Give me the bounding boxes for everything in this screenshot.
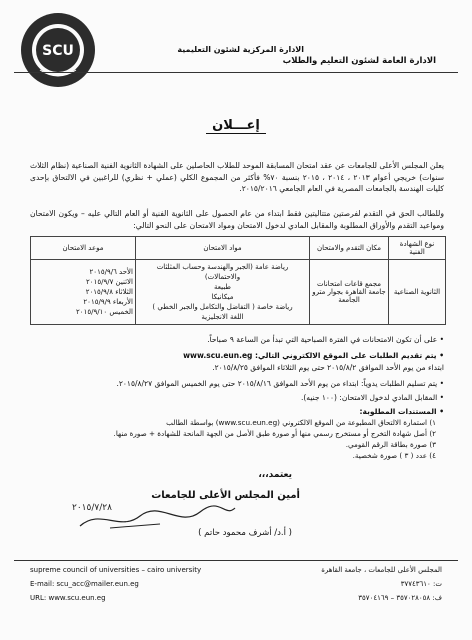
bullet-exam-time: • على أن تكون الامتحانات في الفترة الصباحية التي تبدأ من الساعة ٩ صباحاً. (207, 335, 444, 344)
svg-text:SCU: SCU (42, 43, 74, 59)
signatory-title: أمين المجلس الأعلى للجامعات (151, 490, 300, 501)
bullet-documents: • المستندات المطلوبة: (359, 407, 444, 416)
exam-table (30, 236, 446, 325)
date-item: الأحد ٢٠١٥/٩/٦ (89, 268, 133, 276)
intro-paragraph: يعلن المجلس الأعلى للجامعات عن عقد امتحان المسابقة الموحد للطلاب الحاصلين على الشهادة الثانوية الفنية الصناعية (نظام الثلاث سنوات) خريجي أعوام ٢٠١٣ ، ٢٠١٤ ، ٢٠١٥ بنسبة ٧٠% فأكثر من المجموع الكلي (عملي + نظري) للراغبين في الالتحاق بإحدى كليات الهندسة بالجامعات المصرية في العام الجامعي ٢٠١٥/٢٠١٦. (30, 161, 445, 193)
header-org-line2: الادارة العامة لشئون التعليم والطلاب (282, 56, 436, 66)
footer-divider (14, 560, 458, 561)
svg-text:٢٠١٥/٧/٢٨: ٢٠١٥/٧/٢٨ (72, 503, 112, 513)
approval-label: يعتمد،،، (258, 470, 292, 480)
bullet-online-apply: • يتم تقديم الطلبات على الموقع الالكتروني التالي: www.scu.eun.eg (183, 351, 444, 360)
bullet-manual-submit: • يتم تسليم الطلبات يدوياً: ابتداء من يوم الأحد الموافق ٢٠١٥/٨/١٦ حتى يوم الخميس الموافق ٢٠١٥/٨/٢٧. (116, 379, 444, 388)
signatory-name: ( أ.د/ أشرف محمود حاتم ) (198, 528, 292, 538)
bullet-fee: • المقابل المادي لدخول الامتحان: (١٠٠ جنيه). (301, 393, 444, 402)
date-item: الخميس ٢٠١٥/٩/١٠ (76, 308, 133, 316)
date-item: الأربعاء ٢٠١٥/٩/٩ (83, 298, 133, 306)
scu-logo (18, 10, 98, 90)
doc-item: ٣) صورة بطاقة الرقم القومي. (345, 440, 436, 449)
subject-item: ميكانيكا (211, 293, 234, 301)
date-item: الاثنين ٢٠١٥/٩/٧ (86, 278, 133, 286)
subject-item: رياضة عامة (الجبر والهندسة وحساب المثلثات والاحتمالات) (156, 263, 289, 281)
footer-phone: ت: ٣٧٧٤٣٦١٠ (400, 580, 442, 588)
intro-paragraph-2: وللطالب الحق في التقدم لفرصتين متتاليتين فقط ابتداء من عام الحصول على الثانوية الفنية أو العام التالي عليه – ويكون الامتحان ومواعيد التقدم والأوراق المطلوبة والمقابل المادي لدخول الامتحان ومواد الامتحان على النحو التالي: (30, 209, 444, 230)
footer-org-ar: المجلس الأعلى للجامعات ، جامعة القاهرة (321, 566, 442, 574)
footer-url: URL: www.scu.eun.eg (30, 594, 106, 602)
date-item: الثلاثاء ٢٠١٥/٩/٨ (85, 288, 133, 296)
subject-item: طبيعة (214, 283, 231, 291)
page-title: إعـــلان (0, 118, 472, 133)
footer-email: E-mail: scu_acc@mailer.eun.eg (30, 580, 139, 588)
table-header-dates: موعد الامتحان (31, 237, 136, 260)
doc-item: ١) استمارة الالتحاق المطبوعة من الموقع الالكتروني (www.scu.eun.eg) بواسطة الطالب (166, 418, 436, 427)
footer-fax: ف: ٣٥٧٠٢٨٠٥٨ – ٣٥٧٠٤١٦٩ (358, 594, 442, 602)
subject-item: رياضة خاصة ( التفاضل والتكامل والجبر الخطي ) (152, 303, 293, 311)
subject-item: اللغة الانجليزية (201, 313, 244, 321)
doc-item: ٤) عدد ( ٣ ) صورة شخصية. (352, 451, 436, 460)
footer-org-en: supreme council of universities – cairo university (30, 566, 202, 574)
header-divider (14, 72, 458, 73)
table-cell-place: مجمع قاعات امتحانات جامعة القاهرة بجوار مترو الجامعة (310, 260, 389, 325)
doc-item: ٢) أصل شهادة التخرج أو مستخرج رسمي منها أو صورة طبق الأصل من الجهة المانحة للشهادة + صورة منها. (113, 429, 436, 438)
table-cell-cert: الثانوية الصناعية (389, 260, 446, 325)
table-cell-dates (31, 260, 136, 325)
header-org-line1: الادارة المركزية لشئون التعليمية (177, 45, 304, 54)
table-header-cert: نوع الشهادة الفنية (389, 237, 446, 260)
table-header-place: مكان التقدم والامتحان (310, 237, 389, 260)
table-cell-subjects (136, 260, 310, 325)
bullet-online-dates: ابتداء من يوم الأحد الموافق ٢٠١٥/٨/٢ حتى يوم الثلاثاء الموافق ٢٠١٥/٨/٢٥. (212, 363, 444, 372)
table-header-subjects: مواد الامتحان (136, 237, 310, 260)
